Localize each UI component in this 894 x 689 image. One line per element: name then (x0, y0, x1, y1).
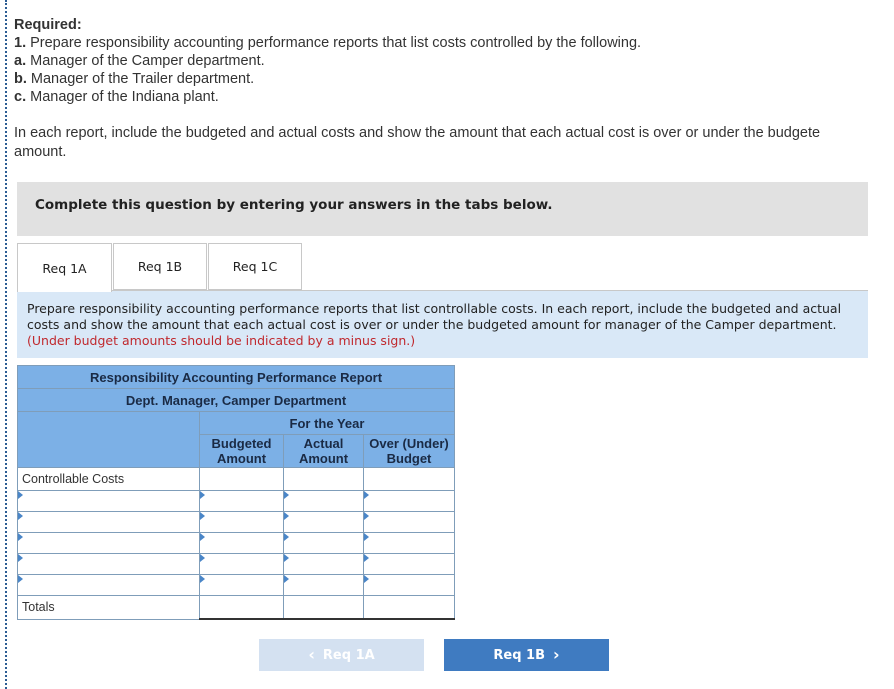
col-line: Over (Under) (369, 436, 449, 451)
cost-input-row (18, 512, 455, 533)
item-text: Prepare responsibility accounting performance reports that list costs controlled by the following. (26, 35, 642, 51)
empty-cell (364, 468, 455, 491)
cost-input-row (18, 575, 455, 596)
cost-name-input[interactable] (18, 512, 200, 533)
requirement-b (14, 70, 894, 88)
actual-input[interactable] (284, 533, 364, 554)
report-period: For the Year (200, 412, 455, 435)
actual-input[interactable] (284, 512, 364, 533)
chevron-left-icon: ‹ (308, 645, 315, 664)
item-text: Manager of the Trailer department. (26, 71, 255, 87)
budgeted-input[interactable] (200, 575, 284, 596)
col-line: Budget (386, 451, 432, 466)
question-intro (14, 16, 894, 162)
tab-req-1b[interactable]: Req 1B (113, 243, 207, 290)
paragraph-line: In each report, include the budgeted and actual costs and show the amount that each actual cost is over or under the budgete (14, 125, 821, 141)
controllable-costs-label: Controllable Costs (18, 468, 200, 491)
empty-cell (284, 468, 364, 491)
col-line: Actual (303, 436, 344, 451)
item-text: Manager of the Indiana plant. (26, 89, 219, 105)
budgeted-input[interactable] (200, 491, 284, 512)
required-label: Required: (14, 17, 82, 33)
empty-cell (200, 468, 284, 491)
col-line: Amount (216, 451, 267, 466)
over-under-input[interactable] (364, 575, 455, 596)
col-line: Amount (298, 451, 349, 466)
budgeted-total-input[interactable] (200, 596, 284, 620)
item-marker: b. (14, 71, 27, 87)
col-line: Budgeted (211, 436, 272, 451)
requirement-c (14, 88, 894, 106)
cost-input-row (18, 533, 455, 554)
chevron-right-icon: › (553, 645, 560, 664)
over-under-input[interactable] (364, 512, 455, 533)
tab-req-1a[interactable]: Req 1A (17, 243, 112, 292)
col-actual-amount (284, 435, 364, 468)
cost-name-input[interactable] (18, 533, 200, 554)
cost-input-row (18, 554, 455, 575)
requirement-1 (14, 34, 894, 52)
actual-input[interactable] (284, 575, 364, 596)
totals-row (18, 596, 455, 620)
budgeted-input[interactable] (200, 533, 284, 554)
over-under-input[interactable] (364, 533, 455, 554)
next-tab-button[interactable] (444, 639, 609, 671)
actual-total-input[interactable] (284, 596, 364, 620)
report-title: Responsibility Accounting Performance Report (18, 366, 455, 389)
col-budgeted-amount (200, 435, 284, 468)
actual-input[interactable] (284, 491, 364, 512)
actual-input[interactable] (284, 554, 364, 575)
header-blank-cell (18, 412, 200, 468)
item-marker: c. (14, 89, 27, 105)
tab-req-1c[interactable]: Req 1C (208, 243, 302, 290)
totals-label: Totals (18, 596, 200, 620)
paragraph-line: amount. (14, 144, 67, 160)
budgeted-input[interactable] (200, 512, 284, 533)
performance-report-table (17, 365, 455, 620)
col-over-under-budget (364, 435, 455, 468)
budgeted-input[interactable] (200, 554, 284, 575)
report-instructions-paragraph (14, 124, 894, 162)
requirement-a (14, 52, 894, 70)
report-subtitle: Dept. Manager, Camper Department (18, 389, 455, 412)
left-dotted-rule (5, 0, 7, 689)
instructions-text: Prepare responsibility accounting performance reports that list controllable costs. In each report, include the budgeted and actual costs and show the amount that each actual cost is over or under the budgeted amount for manager of the Camper department. (27, 301, 842, 332)
item-marker: a. (14, 53, 27, 69)
over-under-input[interactable] (364, 554, 455, 575)
cost-name-input[interactable] (18, 554, 200, 575)
cost-input-row (18, 491, 455, 512)
item-marker: 1. (14, 35, 27, 51)
banner-text: Complete this question by entering your answers in the tabs below. (35, 197, 553, 213)
instructions-note: (Under budget amounts should be indicated by a minus sign.) (27, 333, 416, 348)
over-under-total-input[interactable] (364, 596, 455, 620)
next-button-label: Req 1B (493, 647, 546, 663)
item-text: Manager of the Camper department. (26, 53, 265, 69)
over-under-input[interactable] (364, 491, 455, 512)
tab-instructions (17, 291, 868, 358)
instruction-banner (17, 182, 868, 236)
cost-name-input[interactable] (18, 491, 200, 512)
prev-tab-button[interactable] (259, 639, 424, 671)
cost-name-input[interactable] (18, 575, 200, 596)
prev-button-label: Req 1A (322, 647, 375, 663)
